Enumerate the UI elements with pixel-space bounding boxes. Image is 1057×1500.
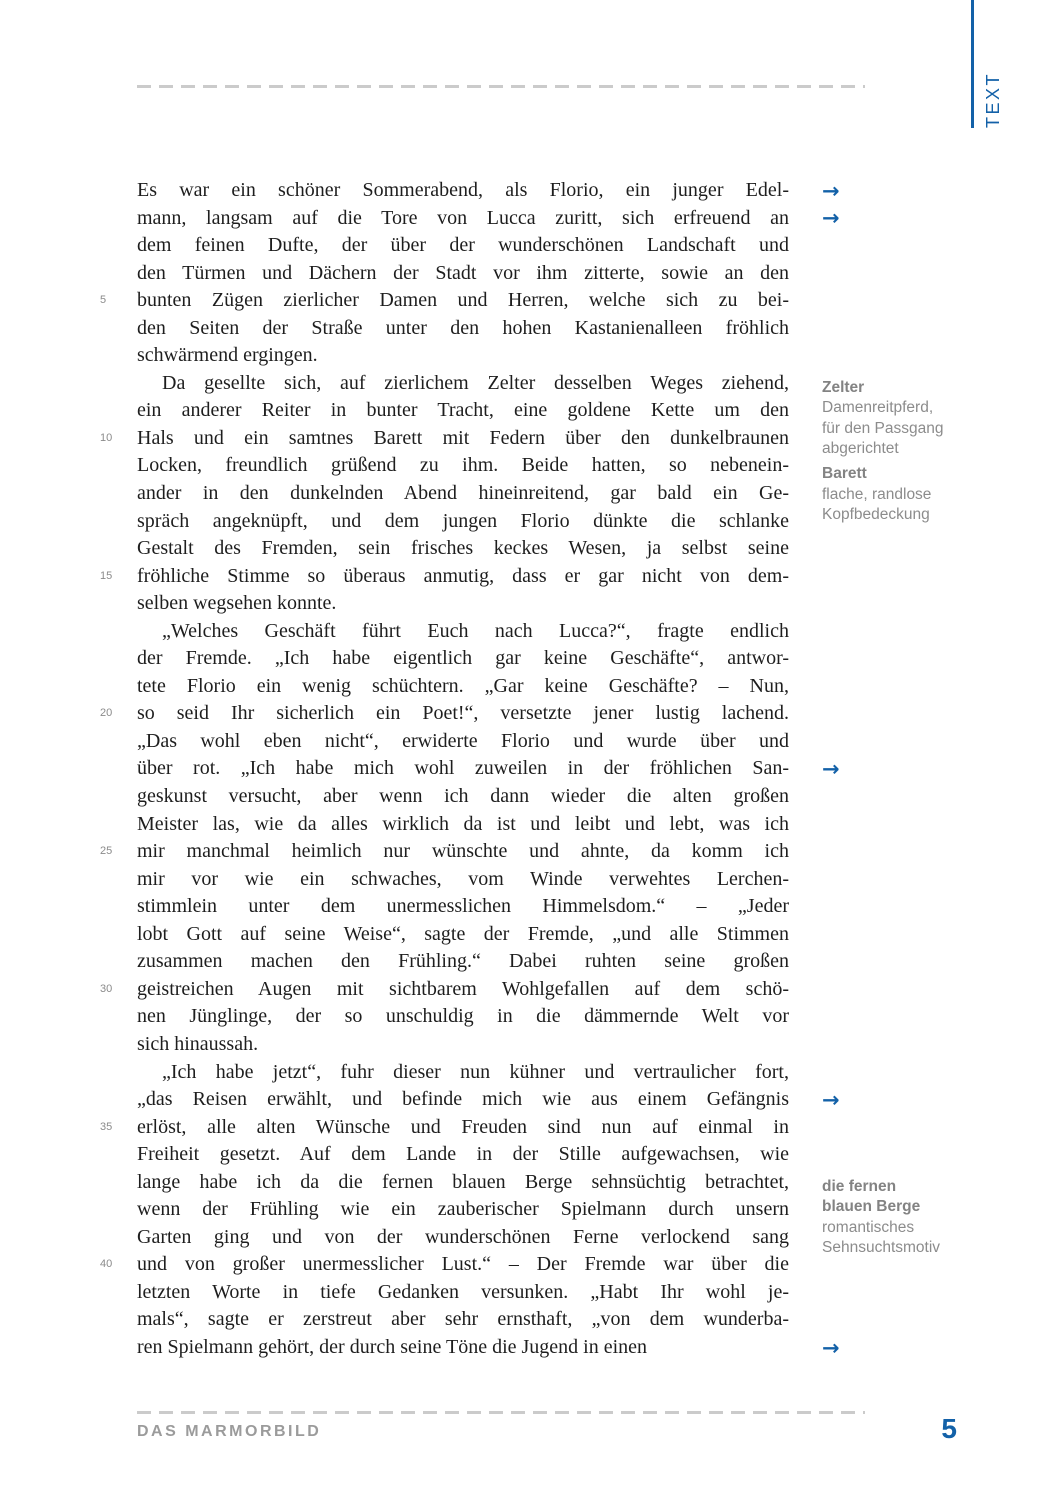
- text-line: [137, 232, 789, 260]
- text-line: [137, 811, 789, 839]
- margin-note: [822, 378, 987, 526]
- header-rule: [137, 85, 865, 88]
- text-line: [137, 673, 789, 701]
- line-number: 10: [100, 431, 113, 444]
- arrow-right-icon: →: [822, 178, 840, 203]
- text-line: [100, 1251, 789, 1279]
- text-line-content: lobt Gott auf seine Weise“, sagte der Fremde, „und alle Stimmen: [137, 922, 789, 945]
- text-line-content: ren Spielmann gehört, der durch seine Töne die Jugend in einen: [137, 1335, 648, 1358]
- line-number: 15: [100, 569, 113, 582]
- text-line-content: bunten Zügen zierlicher Damen und Herren, welche sich zu bei-: [137, 289, 789, 312]
- line-number: 5: [100, 294, 107, 307]
- text-line: [137, 1086, 789, 1114]
- text-line-content: dem feinen Dufte, der über der wunderschönen Landschaft und: [137, 234, 789, 257]
- text-line: [100, 425, 789, 453]
- text-line-content: Hals und ein samtnes Barett mit Federn über den dunkelbraunen: [137, 426, 789, 449]
- footer-rule: [137, 1411, 865, 1414]
- text-line-content: wenn der Frühling wie ein zauberischer Spielmann durch unsern: [137, 1198, 789, 1221]
- text-line: [137, 755, 789, 783]
- arrow-right-icon: →: [822, 1087, 840, 1112]
- text-line: [137, 1279, 789, 1307]
- text-line-content: stimmlein unter dem unermesslichen Himmelsdom.“ – „Jeder: [137, 895, 789, 918]
- text-line: [137, 1031, 789, 1059]
- text-line: [137, 535, 789, 563]
- text-line-content: letzten Worte in tiefe Gedanken versunken. „Habt Ihr wohl je-: [137, 1280, 789, 1303]
- text-line-content: ein anderer Reiter in bunter Tracht, eine goldene Kette um den: [137, 399, 789, 422]
- text-line-content: Da gesellte sich, auf zierlichem Zelter desselben Weges ziehend,: [162, 371, 789, 394]
- text-line: [137, 728, 789, 756]
- margin-note-term: blauen Berge: [822, 1198, 921, 1216]
- text-line: [137, 783, 789, 811]
- text-line-content: „das Reisen erwählt, und befinde mich wie aus einem Gefängnis: [137, 1088, 789, 1111]
- text-line-content: der Fremde. „Ich habe eigentlich gar keine Geschäfte“, antwor-: [137, 647, 789, 670]
- text-line-content: geskunst versucht, aber wenn ich dann wieder die alten großen: [137, 785, 789, 808]
- text-line-content: nen Jünglinge, der so unschuldig in die dämmernde Welt vor: [137, 1005, 789, 1028]
- text-line-content: ander in den dunkelnden Abend hineinreitend, gar bald ein Ge-: [137, 482, 789, 505]
- arrow-right-icon: →: [822, 757, 840, 782]
- line-number: 25: [100, 845, 113, 858]
- text-line-content: Garten ging und von der wunderschönen Ferne verlockend sang: [137, 1225, 789, 1248]
- text-line: [137, 618, 789, 646]
- text-line: [137, 893, 789, 921]
- text-line: [137, 645, 789, 673]
- margin-note-text: für den Passgang: [822, 419, 944, 437]
- text-line: [137, 1224, 789, 1252]
- text-line-content: lange habe ich da die fernen blauen Berge sehnsüchtig betrachtet,: [137, 1170, 789, 1193]
- text-line: [100, 700, 789, 728]
- arrow-right-icon: →: [822, 206, 840, 231]
- text-line-content: mir manchmal heimlich nur wünschte und ahnte, da komm ich: [137, 840, 789, 863]
- text-line: [137, 1334, 789, 1362]
- text-line: [137, 342, 789, 370]
- margin-note-term: Zelter: [822, 378, 865, 396]
- text-line-content: mals“, sagte er zerstreut aber sehr ernsthaft, „von dem wunderba-: [137, 1308, 789, 1331]
- text-line-content: selben wegsehen konnte.: [137, 592, 337, 615]
- text-line: [137, 205, 789, 233]
- text-line-content: Es war ein schöner Sommerabend, als Florio, ein junger Edel-: [137, 179, 789, 201]
- text-line-content: Meister las, wie da alles wirklich da ist und leibt und lebt, was ich: [137, 812, 789, 835]
- margin-note-text: Sehnsuchtsmotiv: [822, 1239, 941, 1257]
- text-line-content: sich hinaussah.: [137, 1032, 259, 1055]
- section-label: TEXT: [983, 71, 1003, 128]
- text-line-content: den Seiten der Straße unter den hohen Kastanienalleen fröhlich: [137, 316, 789, 339]
- text-line-content: so seid Ihr sicherlich ein Poet!“, versetzte jener lustig lachend.: [137, 702, 789, 725]
- margin-note-text: Kopfbedeckung: [822, 506, 930, 524]
- text-line: [137, 1141, 789, 1169]
- margin-note-text: flache, randlose: [822, 485, 932, 503]
- text-line: [137, 397, 789, 425]
- margin-note-term: die fernen: [822, 1177, 897, 1195]
- margin-note-text: Damenreitpferd,: [822, 399, 934, 417]
- text-line: [137, 177, 789, 205]
- line-number: 30: [100, 982, 113, 995]
- page-number: 5: [941, 1413, 957, 1444]
- text-line: [100, 1114, 789, 1142]
- margin-note-text: abgerichtet: [822, 440, 899, 458]
- text-line-content: Gestalt des Fremden, sein frisches keckes Wesen, ja selbst seine: [137, 537, 789, 560]
- text-line: [137, 508, 789, 536]
- text-line: [137, 1306, 789, 1334]
- text-line: [100, 838, 789, 866]
- text-line: [100, 563, 789, 591]
- text-line-content: Freiheit gesetzt. Auf dem Lande in der Stille aufgewachsen, wie: [137, 1143, 789, 1166]
- text-line: [137, 921, 789, 949]
- text-line-content: schwärmend ergingen.: [137, 344, 318, 367]
- text-line: [137, 260, 789, 288]
- text-line: [137, 1059, 789, 1087]
- text-line-content: erlöst, alle alten Wünsche und Freuden sind nun auf einmal in: [137, 1115, 789, 1138]
- text-column: [100, 177, 789, 1362]
- text-line: [137, 452, 789, 480]
- line-number: 40: [100, 1258, 113, 1271]
- text-line: [137, 370, 789, 398]
- text-line: [137, 480, 789, 508]
- text-line-content: „Ich habe jetzt“, fuhr dieser nun kühner und vertraulicher fort,: [162, 1060, 789, 1083]
- text-line: [100, 976, 789, 1004]
- text-line-content: und von großer unermesslicher Lust.“ – Der Fremde war über die: [137, 1253, 789, 1276]
- text-line: [137, 1169, 789, 1197]
- text-line-content: den Türmen und Dächern der Stadt vor ihm zitterte, sowie an den: [137, 261, 789, 284]
- text-line-content: zusammen machen den Frühling.“ Dabei ruhten seine großen: [137, 950, 789, 973]
- margin-note: [822, 1177, 987, 1259]
- text-line-content: tete Florio ein wenig schüchtern. „Gar keine Geschäfte? – Nun,: [137, 674, 789, 697]
- text-line-content: Locken, freundlich grüßend zu ihm. Beide hatten, so nebenein-: [137, 454, 789, 477]
- text-line: [137, 590, 789, 618]
- text-line-content: geistreichen Augen mit sichtbarem Wohlgefallen auf dem schö-: [137, 977, 789, 1000]
- book-title: DAS MARMORBILD: [137, 1423, 322, 1440]
- line-number: 20: [100, 707, 113, 720]
- text-line-content: mann, langsam auf die Tore von Lucca zuritt, sich erfreuend an: [137, 206, 789, 229]
- text-line: [137, 315, 789, 343]
- text-line-content: fröhliche Stimme so überaus anmutig, dass er gar nicht von dem-: [137, 564, 789, 587]
- text-line-content: „Das wohl eben nicht“, erwiderte Florio und wurde über und: [137, 729, 789, 752]
- line-number: 35: [100, 1120, 113, 1133]
- section-rule: [971, 0, 974, 128]
- text-line-content: mir vor wie ein schwaches, vom Winde verwehtes Lerchen-: [137, 867, 789, 890]
- margin-note-term: Barett: [822, 465, 867, 483]
- arrow-right-icon: →: [822, 1335, 840, 1360]
- text-line-content: „Welches Geschäft führt Euch nach Lucca?“, fragte endlich: [162, 619, 789, 642]
- text-line: [137, 1003, 789, 1031]
- text-line-content: über rot. „Ich habe mich wohl zuweilen in der fröhlichen San-: [137, 757, 789, 780]
- text-line: [137, 866, 789, 894]
- text-line: [137, 948, 789, 976]
- margin-note-text: romantisches: [822, 1218, 915, 1236]
- text-line: [100, 287, 789, 315]
- text-line: [137, 1196, 789, 1224]
- text-line-content: spräch angeknüpft, und dem jungen Florio dünkte die schlanke: [137, 509, 789, 532]
